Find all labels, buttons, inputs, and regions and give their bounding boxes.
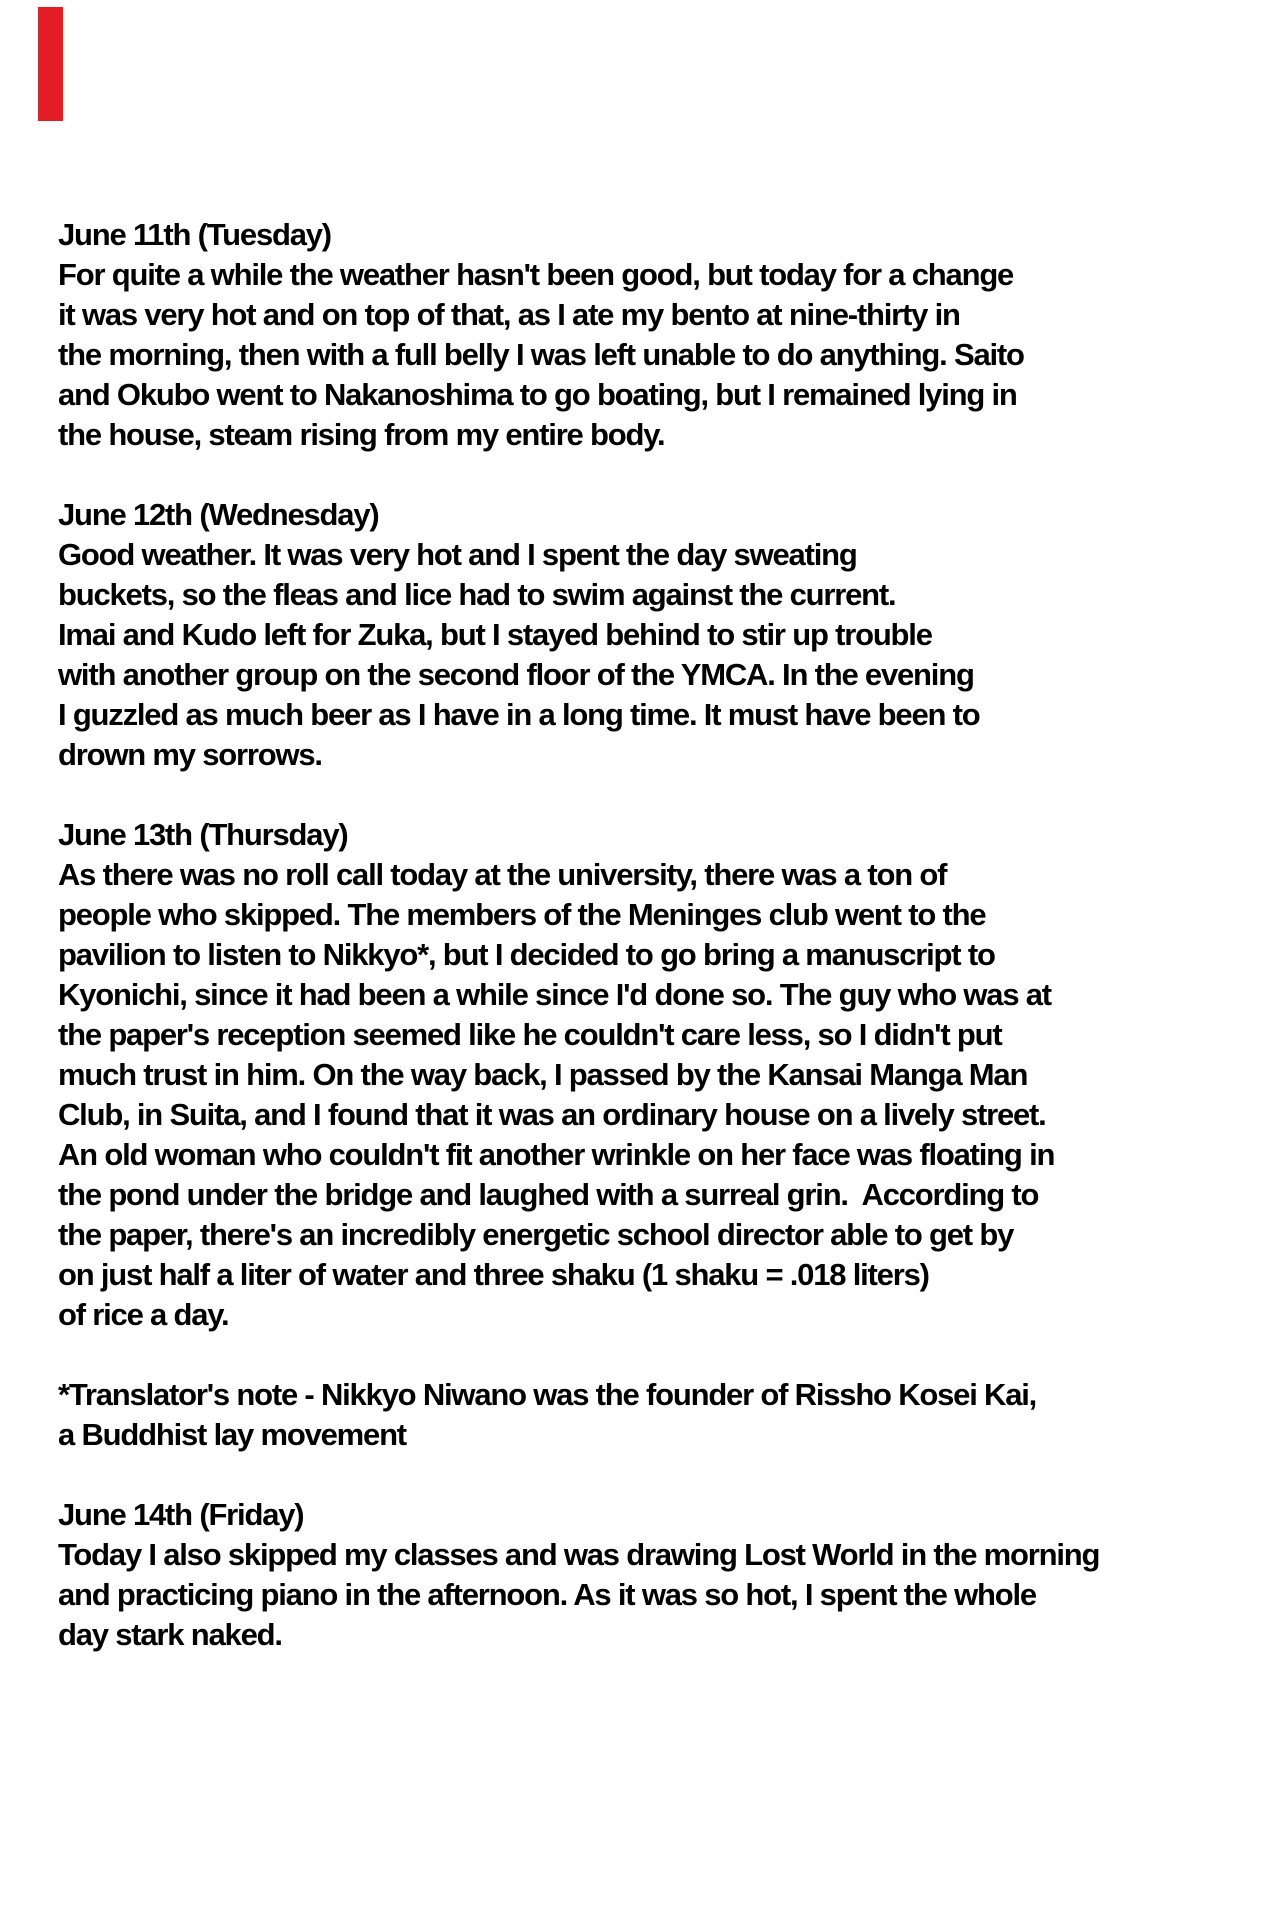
entry-line: the pond under the bridge and laughed with a surreal grin. According to — [58, 1177, 1039, 1212]
translator-note — [58, 1375, 1099, 1455]
entry-heading: June 14th (Friday) — [58, 1497, 304, 1532]
diary-entry-june-14 — [58, 1495, 1099, 1655]
entry-line: For quite a while the weather hasn't been good, but today for a change — [58, 257, 1014, 292]
entry-line: Today I also skipped my classes and was drawing Lost World in the morning — [58, 1537, 1100, 1572]
note-line: a Buddhist lay movement — [58, 1417, 406, 1452]
entry-line: As there was no roll call today at the university, there was a ton of — [58, 857, 947, 892]
entry-line: of rice a day. — [58, 1297, 229, 1332]
entry-line: Kyonichi, since it had been a while since I'd done so. The guy who was at — [58, 977, 1051, 1012]
entry-line: Imai and Kudo left for Zuka, but I stayed behind to stir up trouble — [58, 617, 932, 652]
note-line: *Translator's note - Nikkyo Niwano was the founder of Rissho Kosei Kai, — [58, 1377, 1037, 1412]
entry-line: with another group on the second floor of the YMCA. In the evening — [58, 657, 974, 692]
entry-line: and practicing piano in the afternoon. As it was so hot, I spent the whole — [58, 1577, 1036, 1612]
diary-text — [58, 215, 1099, 1695]
red-bookmark-marker — [38, 7, 63, 121]
entry-heading: June 12th (Wednesday) — [58, 497, 379, 532]
entry-line: buckets, so the fleas and lice had to swim against the current. — [58, 577, 896, 612]
entry-line: Club, in Suita, and I found that it was an ordinary house on a lively street. — [58, 1097, 1046, 1132]
diary-entry-june-11 — [58, 215, 1099, 455]
entry-line: on just half a liter of water and three shaku (1 shaku = .018 liters) — [58, 1257, 929, 1292]
entry-line: the paper's reception seemed like he couldn't care less, so I didn't put — [58, 1017, 1002, 1052]
entry-line: Good weather. It was very hot and I spent the day sweating — [58, 537, 857, 572]
entry-line: pavilion to listen to Nikkyo*, but I decided to go bring a manuscript to — [58, 937, 995, 972]
entry-line: the paper, there's an incredibly energetic school director able to get by — [58, 1217, 1014, 1252]
diary-entry-june-13 — [58, 815, 1099, 1335]
entry-heading: June 13th (Thursday) — [58, 817, 348, 852]
diary-entry-june-12 — [58, 495, 1099, 775]
entry-line: the morning, then with a full belly I was left unable to do anything. Saito — [58, 337, 1024, 372]
entry-line: and Okubo went to Nakanoshima to go boating, but I remained lying in — [58, 377, 1017, 412]
entry-line: much trust in him. On the way back, I passed by the Kansai Manga Man — [58, 1057, 1028, 1092]
entry-line: drown my sorrows. — [58, 737, 322, 772]
entry-line: it was very hot and on top of that, as I ate my bento at nine-thirty in — [58, 297, 960, 332]
entry-heading: June 11th (Tuesday) — [58, 217, 331, 252]
entry-line: I guzzled as much beer as I have in a long time. It must have been to — [58, 697, 980, 732]
entry-line: people who skipped. The members of the Meninges club went to the — [58, 897, 986, 932]
entry-line: the house, steam rising from my entire body. — [58, 417, 665, 452]
entry-line: day stark naked. — [58, 1617, 282, 1652]
entry-line: An old woman who couldn't fit another wrinkle on her face was floating in — [58, 1137, 1055, 1172]
